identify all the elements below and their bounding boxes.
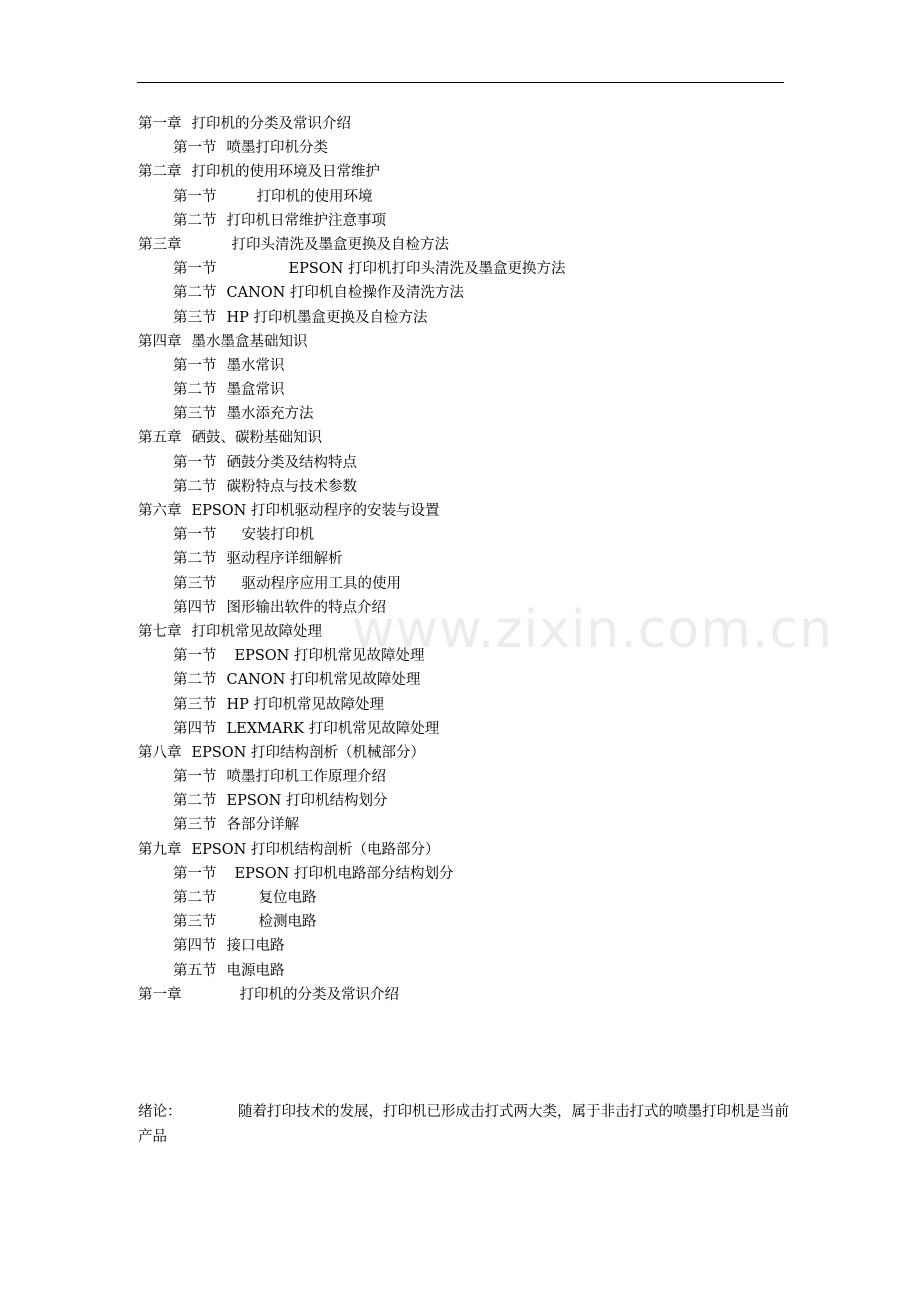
section-title: 墨水添充方法 [226, 406, 314, 423]
section-title: 各部分详解 [226, 817, 299, 834]
chapter-number: 第五章 [138, 430, 182, 447]
chapter-number: 第一章 [138, 986, 182, 1003]
section-number: 第三节 [173, 309, 217, 326]
section-number: 第一节 [173, 769, 217, 786]
section-number: 第一节 [173, 865, 217, 882]
spacer [217, 136, 227, 160]
chapter-title: 打印机的使用环境及日常维护 [191, 164, 380, 181]
section-title: 碳粉特点与技术参数 [226, 478, 357, 495]
section-number: 第五节 [173, 962, 217, 979]
section-title: EPSON 打印机电路部分结构划分 [234, 865, 454, 882]
spacer [182, 620, 192, 644]
chapter-number: 第二章 [138, 164, 182, 181]
section-number: 第二节 [173, 551, 217, 568]
section-title: 硒鼓分类及结构特点 [226, 454, 357, 471]
section-number: 第一节 [173, 648, 217, 665]
spacer [217, 402, 227, 426]
toc-chapter [138, 983, 798, 1007]
toc-section [138, 789, 798, 813]
spacer [217, 886, 259, 910]
toc-section [138, 354, 798, 378]
chapter-title: 硒鼓、碳粉基础知识 [191, 430, 322, 447]
spacer [217, 693, 227, 717]
section-title: 墨水常识 [226, 357, 285, 374]
toc-section [138, 547, 798, 571]
toc-chapter [138, 112, 798, 136]
spacer [217, 644, 235, 668]
chapter-title: EPSON 打印机驱动程序的安装与设置 [191, 503, 440, 519]
section-title: 打印机的使用环境 [256, 188, 373, 205]
spacer [217, 765, 227, 789]
toc-section [138, 765, 798, 789]
section-number: 第二节 [173, 478, 217, 495]
toc-chapter [138, 426, 798, 450]
toc-chapter [138, 499, 798, 523]
toc-section [138, 402, 798, 426]
spacer [182, 983, 240, 1007]
chapter-number: 第九章 [138, 841, 182, 858]
intro-text: 随着打印技术的发展，打印机已形成击打式两大类，属于非击打式的喷墨打印机是当前产品 [138, 1104, 789, 1145]
section-number: 第一节 [173, 261, 217, 278]
chapter-title: 打印头清洗及墨盒更换及自检方法 [231, 236, 449, 253]
header-rule [137, 82, 784, 83]
spacer [217, 354, 227, 378]
section-number: 第三节 [173, 914, 217, 931]
section-title: CANON 打印机常见故障处理 [226, 672, 421, 689]
section-number: 第一节 [173, 188, 217, 205]
section-title: 检测电路 [258, 914, 317, 931]
section-number: 第一节 [173, 527, 217, 544]
section-title: 安装打印机 [241, 527, 314, 544]
section-number: 第二节 [173, 212, 217, 229]
section-number: 第一节 [173, 357, 217, 374]
spacer [182, 426, 192, 450]
intro-label: 绪论： [138, 1104, 182, 1120]
spacer [217, 281, 227, 305]
section-number: 第四节 [173, 720, 217, 737]
toc-chapter [138, 330, 798, 354]
spacer [217, 523, 242, 547]
toc-section [138, 281, 798, 305]
section-number: 第四节 [173, 599, 217, 616]
toc-section [138, 862, 798, 886]
chapter-number: 第七章 [138, 623, 182, 640]
spacer [217, 596, 227, 620]
spacer [182, 838, 192, 862]
toc-section [138, 136, 798, 160]
section-title: 驱动程序详细解析 [226, 551, 343, 568]
section-title: EPSON 打印机常见故障处理 [234, 648, 425, 665]
section-title: 墨盒常识 [226, 382, 285, 399]
spacer [182, 233, 232, 257]
toc-section [138, 523, 798, 547]
chapter-number: 第三章 [138, 236, 182, 253]
toc-section [138, 572, 798, 596]
section-title: 复位电路 [258, 890, 317, 906]
spacer [217, 306, 227, 330]
spacer [217, 789, 227, 813]
toc-chapter [138, 160, 798, 184]
section-title: EPSON 打印机结构划分 [226, 793, 388, 810]
spacer [217, 862, 235, 886]
spacer [182, 330, 192, 354]
section-number: 第二节 [173, 793, 217, 810]
spacer [217, 209, 227, 233]
toc-section [138, 813, 798, 837]
section-number: 第一节 [173, 140, 217, 157]
section-title: CANON 打印机自检操作及清洗方法 [226, 285, 464, 302]
toc-section [138, 668, 798, 692]
section-number: 第二节 [173, 285, 217, 302]
toc-section [138, 475, 798, 499]
spacer [217, 717, 227, 741]
section-title: LEXMARK 打印机常见故障处理 [226, 720, 440, 737]
spacer [217, 475, 227, 499]
chapter-title: EPSON 打印结构剖析（机械部分） [191, 744, 425, 761]
toc-section [138, 886, 798, 910]
toc-section [138, 693, 798, 717]
section-title: 打印机日常维护注意事项 [226, 212, 386, 229]
section-title: HP 打印机墨盒更换及自检方法 [226, 309, 428, 326]
section-title: EPSON 打印机打印头清洗及墨盒更换方法 [288, 261, 566, 278]
toc-section [138, 959, 798, 983]
toc-section [138, 306, 798, 330]
section-title: 驱动程序应用工具的使用 [241, 575, 401, 592]
spacer [217, 934, 227, 958]
spacer [182, 112, 192, 136]
section-number: 第一节 [173, 454, 217, 471]
chapter-title: 打印机的分类及常识介绍 [191, 116, 351, 132]
toc-section [138, 378, 798, 402]
section-title: 喷墨打印机分类 [226, 140, 328, 157]
watermark: www.zixin.com.cn [352, 600, 833, 660]
section-number: 第四节 [173, 938, 217, 955]
intro-paragraph [138, 1100, 798, 1150]
toc-chapter [138, 741, 798, 765]
spacer [217, 185, 257, 209]
chapter-title: 打印机的分类及常识介绍 [239, 986, 399, 1003]
table-of-contents [138, 112, 798, 1007]
chapter-number: 第一章 [138, 116, 182, 132]
section-number: 第三节 [173, 406, 217, 423]
section-number: 第三节 [173, 696, 217, 713]
section-number: 第三节 [173, 817, 217, 834]
spacer [217, 451, 227, 475]
spacer [217, 257, 289, 281]
toc-chapter [138, 838, 798, 862]
section-title: 接口电路 [226, 938, 285, 955]
spacer [217, 547, 227, 571]
toc-section [138, 209, 798, 233]
toc-section [138, 451, 798, 475]
section-title: 图形输出软件的特点介绍 [226, 599, 386, 616]
spacer [182, 741, 192, 765]
chapter-number: 第四章 [138, 333, 182, 350]
spacer [182, 499, 192, 523]
chapter-number: 第八章 [138, 744, 182, 761]
toc-chapter [138, 233, 798, 257]
toc-section [138, 934, 798, 958]
spacer [217, 668, 227, 692]
spacer [217, 572, 242, 596]
section-title: 电源电路 [226, 962, 285, 979]
section-title: 喷墨打印机工作原理介绍 [226, 769, 386, 786]
section-number: 第二节 [173, 382, 217, 399]
section-number: 第三节 [173, 575, 217, 592]
spacer [217, 813, 227, 837]
toc-section [138, 185, 798, 209]
chapter-number: 第六章 [138, 503, 182, 519]
chapter-title: 打印机常见故障处理 [191, 623, 322, 640]
chapter-title: 墨水墨盒基础知识 [191, 333, 308, 350]
section-title: HP 打印机常见故障处理 [226, 696, 385, 713]
toc-section [138, 717, 798, 741]
spacer [217, 378, 227, 402]
section-number: 第二节 [173, 672, 217, 689]
spacer [217, 959, 227, 983]
section-number: 第二节 [173, 890, 217, 906]
chapter-title: EPSON 打印机结构剖析（电路部分） [191, 841, 440, 858]
toc-section [138, 910, 798, 934]
spacer [217, 910, 259, 934]
spacer [182, 160, 192, 184]
toc-section [138, 257, 798, 281]
